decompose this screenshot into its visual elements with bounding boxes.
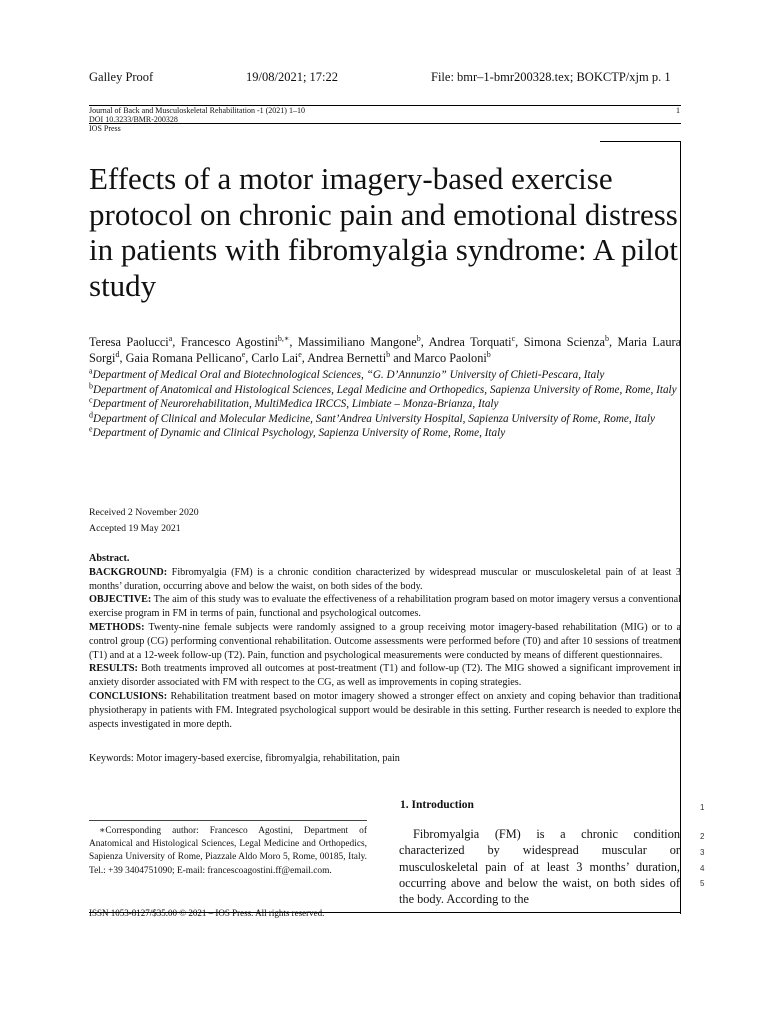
affiliation-mark: e bbox=[89, 424, 93, 434]
abstract-section-text: Rehabilitation treatment based on motor imagery showed a stronger effect on anxiety and coping behavior than traditional physiotherapy in patients with FM. Integrated psychological support would be desirable in this setting. Further research is needed to explore the aspects investigated in more depth. bbox=[89, 690, 681, 730]
affiliation bbox=[89, 426, 681, 441]
abstract-section-label: OBJECTIVE: bbox=[89, 594, 152, 606]
author-affiliation-mark: c bbox=[511, 333, 516, 343]
author-affiliation-mark: d bbox=[115, 349, 120, 359]
abstract-section bbox=[89, 621, 681, 662]
abstract-section-text: Fibromyalgia (FM) is a chronic condition characterized by widespread muscular or musculoskeletal pain of at least 3 months’ duration, occurring above and below the waist, on both sides of the body. bbox=[89, 566, 681, 592]
author-affiliation-mark: b bbox=[416, 333, 421, 343]
abstract-heading: Abstract. bbox=[89, 553, 130, 564]
issn-line: ISSN 1053-8127/$35.00 © 2021 – IOS Press. All rights reserved. bbox=[89, 908, 325, 918]
abstract-section bbox=[89, 690, 681, 731]
abstract bbox=[89, 552, 681, 731]
affiliation-text: Department of Clinical and Molecular Medicine, Sant’Andrea University Hospital, Sapienza University of Rome, Rome, Italy bbox=[93, 412, 655, 425]
abstract-section bbox=[89, 593, 681, 621]
affiliation-mark: c bbox=[89, 395, 93, 405]
affiliation bbox=[89, 368, 681, 383]
abstract-section-label: CONCLUSIONS: bbox=[89, 690, 168, 702]
frame-right-rule bbox=[680, 141, 681, 914]
introduction-text: Fibromyalgia (FM) is a chronic condition characterized by widespread muscular or musculoskeletal pain of at least 3 months’ duration, occurring above and below the waist, on both sides of the body. According to the bbox=[399, 827, 680, 907]
author-affiliation-mark: b bbox=[486, 349, 491, 359]
author-name: Simona Scienza bbox=[523, 335, 605, 349]
abstract-section bbox=[89, 662, 681, 690]
author-name: Gaia Romana Pellicano bbox=[125, 351, 242, 365]
affiliation bbox=[89, 409, 681, 427]
author-name: Carlo Lai bbox=[251, 351, 299, 365]
galley-datetime: 19/08/2021; 17:22 bbox=[246, 70, 339, 84]
author-name: Massimiliano Mangone bbox=[297, 335, 417, 349]
affiliation-text: Department of Anatomical and Histological Sciences, Legal Medicine and Orthopedics, Sapienza University of Rome, Rome, Italy bbox=[93, 383, 677, 396]
corresponding-author-footnote: ∗Corresponding author: Francesco Agostini, Department of Anatomical and Histological Sciences, Legal Medicine and Orthopedics, Sapienza University of Rome, Piazzale Aldo Moro 5, Rome, 00185, Italy. Tel.: +39 3404751090; E-mail: francescoagostini.ff@email.com. bbox=[89, 826, 367, 876]
author-name: Maria Laura Sorgi bbox=[89, 335, 682, 365]
author-affiliation-mark: e bbox=[298, 349, 302, 359]
footnote-rule bbox=[89, 820, 367, 821]
line-number: 1 bbox=[700, 803, 705, 812]
affiliation bbox=[89, 380, 681, 398]
author-affiliation-mark: a bbox=[168, 333, 173, 343]
paper-title: Effects of a motor imagery-based exercise protocol on chronic pain and emotional distress in patients with fibromyalgia syndrome: A pilot study bbox=[89, 161, 678, 303]
affiliation bbox=[89, 397, 681, 412]
abstract-section bbox=[89, 566, 681, 594]
keywords: Keywords: Motor imagery-based exercise, fibromyalgia, rehabilitation, pain bbox=[89, 753, 400, 764]
frame-top-rule bbox=[600, 141, 681, 142]
galley-file: File: bmr–1-bmr200328.tex; BOKCTP/xjm p. 1 bbox=[431, 70, 671, 84]
abstract-section-label: RESULTS: bbox=[89, 663, 138, 675]
author-affiliation-mark: b bbox=[386, 349, 391, 359]
line-number: 3 bbox=[700, 848, 705, 857]
affiliation-list bbox=[89, 368, 681, 441]
journal-page-number: 1 bbox=[676, 106, 680, 115]
abstract-section-text: Both treatments improved all outcomes at post-treatment (T1) and follow-up (T2). The MIG showed a significant improvement in anxiety disorder associated with FM with respect to the CG, as well as improvements in coping strategies. bbox=[89, 663, 681, 689]
journal-doi: DOI 10.3233/BMR-200328 bbox=[89, 115, 178, 124]
received-date: Received 2 November 2020 bbox=[89, 507, 199, 518]
affiliation-text: Department of Neurorehabilitation, MultiMedica IRCCS, Limbiate – Monza-Brianza, Italy bbox=[92, 398, 499, 410]
journal-header bbox=[89, 106, 305, 133]
abstract-section-text: The aim of this study was to evaluate the effectiveness of a rehabilitation program based on motor imagery versus a conventional exercise program in FM in terms of pain, functional and psychological outcomes. bbox=[89, 594, 681, 620]
journal-press: IOS Press bbox=[89, 124, 121, 133]
affiliation-mark: d bbox=[89, 409, 93, 419]
author-affiliation-mark: e bbox=[241, 349, 246, 359]
author-name: Marco Paoloni bbox=[414, 351, 487, 365]
author-name: Teresa Paolucci bbox=[89, 335, 169, 349]
affiliation-mark: b bbox=[89, 380, 93, 390]
author-name: Andrea Torquati bbox=[428, 335, 512, 349]
abstract-section-label: METHODS: bbox=[89, 621, 145, 633]
abstract-section-text: Twenty-nine female subjects were randomly assigned to a group receiving motor imagery-based rehabilitation (MIG) or to a control group (CG) performing conventional rehabilitation. Outcome assessments were performed before (T0) and after 10 sessions of treatment (T1) and at a 12-week follow-up (T2). Pain, function and psychological measurements were conducted by means of different questionnaires. bbox=[89, 621, 681, 661]
author-list: Teresa Paolucci$^a$, Francesco Agostini$^{b,∗}$, Massimiliano Mangone$^b$, Andrea Torquati$^c$, Simona Scienza$^b$, Maria Laura Sorgi$^d$, Gaia Romana Pellicano$^e$, Carlo Lai$^e$, Andrea Bernetti$^b$ and Marco Paoloni$^b$ bbox=[89, 333, 682, 365]
galley-label: Galley Proof bbox=[89, 70, 154, 84]
affiliation-text: Department of Dynamic and Clinical Psychology, Sapienza University of Rome, Rome, Italy bbox=[92, 427, 506, 439]
section-heading-introduction: 1. Introduction bbox=[400, 799, 474, 811]
author-affiliation-mark: b bbox=[604, 333, 609, 343]
author-affiliation-mark: b,∗ bbox=[277, 333, 290, 343]
author-name: Francesco Agostini bbox=[180, 335, 278, 349]
journal-citation: Journal of Back and Musculoskeletal Rehabilitation -1 (2021) 1–10 bbox=[89, 106, 305, 115]
affiliation-text: Department of Medical Oral and Biotechnological Sciences, “G. D’Annunzio” University of Chieti-Pescara, Italy bbox=[92, 369, 605, 381]
line-number: 2 bbox=[700, 832, 705, 841]
accepted-date: Accepted 19 May 2021 bbox=[89, 523, 181, 534]
author-name: Andrea Bernetti bbox=[307, 351, 387, 365]
affiliation-mark: a bbox=[89, 366, 93, 376]
line-number: 5 bbox=[700, 879, 705, 888]
line-number: 4 bbox=[700, 864, 705, 873]
abstract-section-label: BACKGROUND: bbox=[89, 566, 168, 578]
